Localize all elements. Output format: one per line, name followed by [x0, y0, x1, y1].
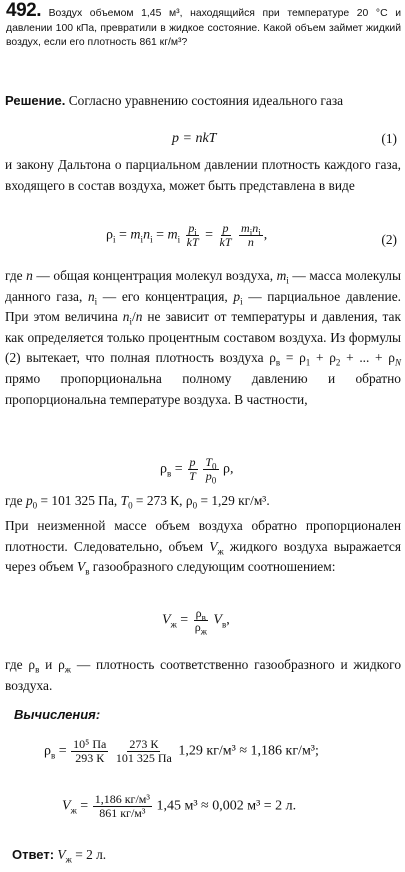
- equation-volume: $V_ж$ = $\frac{\rho_в}{\rho_ж}$ $V_в$,: [162, 606, 230, 637]
- paragraph-explanation: где n — общая концентрация молекул воздуха, $m_i$ — масса молекулы данного газа, $n_i$ — его концентрация, $p_i$ — парциальное давление. При этом величина $n_i/n$ не зависит от температуры и давления, так как определяется только процентным составом воздуха. Из формулы (2) вытекает, что полная плотность воздуха $\rho_в = \rho_1 + \rho_2$ + ... + $\rho_N$ прямо пропорциональна полному давлению и обратно пропорциональна температуре воздуха. В частности,: [5, 268, 401, 407]
- paragraph-final: где $\rho_в$ и $\rho_ж$ — плотность соответственно газообразного и жидкого воздуха.: [5, 657, 402, 693]
- equation-rho-air: $\rho_в$ = $\frac{p}{T}$ $\frac{T_0}{p_0}$ ρ,: [160, 455, 234, 486]
- problem-text: Воздух объемом 1,45 м³, находящийся при температуре 20 °С и давлении 100 кПа, превратили в жидкое состояние. Какой объем займет жидкий воздух, если его плотность 861 кг/м³?: [6, 8, 402, 49]
- answer-value: = 2 л.: [75, 847, 107, 862]
- paragraph-constants: где $p_0 = 101$ 325 Па, $T_0 = 273$ К, $\rho_0 = 1,29$ кг/м³.: [5, 493, 270, 511]
- calculations-heading: Вычисления:: [14, 707, 101, 722]
- problem-statement: [6, 0, 402, 51]
- paragraph-dalton: и закону Дальтона о парциальном давлении плотность каждого газа, входящего в состав воздуха, может быть представлена в виде: [5, 157, 401, 193]
- equation-1-number: (1): [381, 131, 397, 146]
- solution-label: Решение.: [5, 93, 66, 108]
- solution-intro: Решение. Согласно уравнению состояния идеального газа: [5, 93, 344, 108]
- calculation-1: $\rho_в$ = $\frac{\text{10⁵ Па}}{293 К}$ $\frac{273 К}{101 325 Па}$ 1,29 кг/м³ ≈ 1,186 кг/м³;: [44, 737, 319, 765]
- paragraph-volume: При неизменной массе объем воздуха обратно пропорционален плотности. Следовательно, объем $V_ж$ жидкого воздуха выражается через объем $V_в$ газообразного следующим соотношением:: [5, 518, 402, 577]
- calculation-2: $V_ж$ = $\frac{\text{1,186 кг/м³}}{\text{861 кг/м³}}$ 1,45 м³ ≈ 0,002 м³ = 2 л.: [62, 792, 297, 820]
- problem-number: 492.: [6, 0, 41, 21]
- equation-2: $\rho_i = m_in_i = m_i$ $\frac{p_i}{kT}$ = $\frac{p}{kT}$ $\frac{m_in_i}{n}$ ,: [106, 221, 268, 249]
- answer: Ответ: $V_ж = 2$ л.: [12, 847, 107, 865]
- equation-2-number: (2): [381, 232, 397, 247]
- equation-1: p = nkT: [172, 131, 217, 146]
- answer-label: Ответ:: [12, 847, 55, 862]
